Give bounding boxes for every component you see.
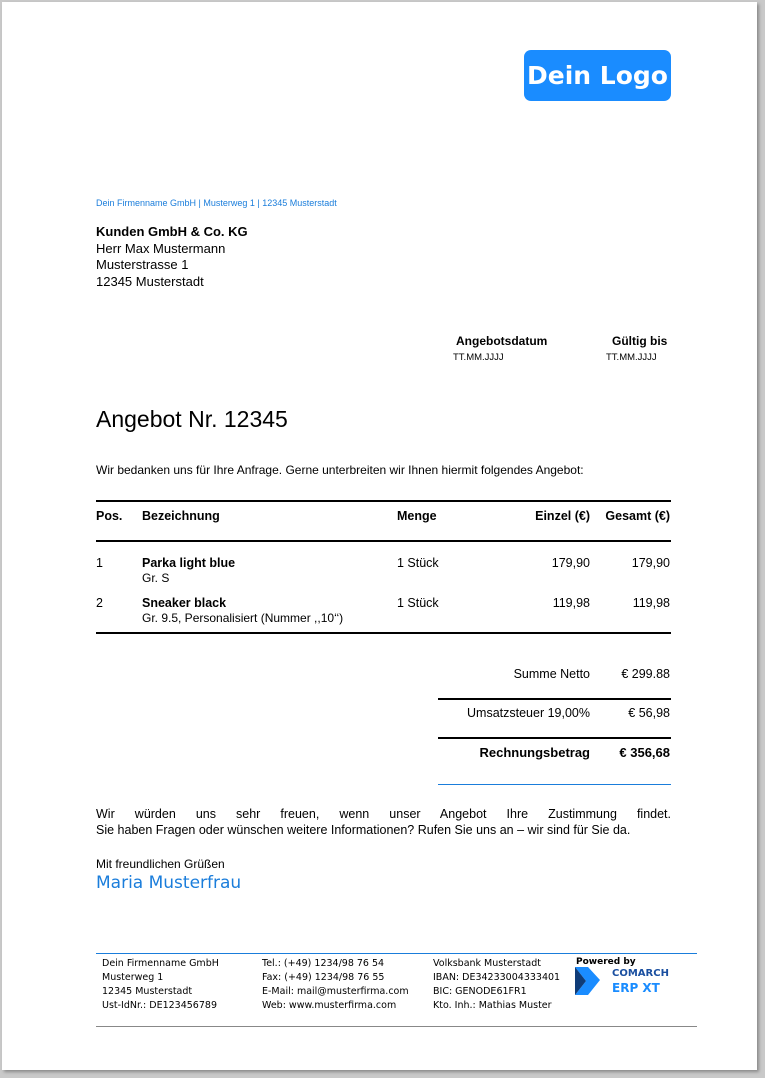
footer-company [102, 957, 219, 1013]
recipient-city: 12345 Musterstadt [96, 273, 204, 289]
row-detail: Gr. S [142, 571, 170, 585]
net-value: € 299.88 [621, 667, 670, 681]
totals-accent-rule [438, 784, 671, 785]
brand-name: COMARCH [612, 968, 669, 979]
footer-line: Tel.: (+49) 1234/98 76 54 [262, 958, 385, 969]
footer-line: IBAN: DE34233004333401 [433, 972, 561, 983]
valid-until-value: TT.MM.JJJJ [606, 352, 657, 363]
header-unit-price: Einzel (€) [535, 509, 590, 523]
gross-label: Rechnungsbetrag [479, 745, 590, 760]
header-description: Bezeichnung [142, 509, 220, 523]
product-name: ERP XT [612, 981, 660, 995]
row-name: Sneaker black [142, 596, 227, 610]
table-header-rule [96, 540, 671, 542]
header-quantity: Menge [397, 509, 437, 523]
gross-value: € 356,68 [619, 745, 670, 760]
header-pos: Pos. [96, 509, 123, 523]
footer-bank [433, 957, 560, 1013]
offer-title: Angebot Nr. 12345 [96, 406, 288, 432]
comarch-logo-icon [575, 967, 605, 995]
footer-line: 12345 Musterstadt [102, 986, 193, 997]
row-unit-price: 179,90 [551, 556, 590, 570]
sender-line: Dein Firmenname GmbH | Musterweg 1 | 12345 Musterstadt [96, 198, 337, 208]
intro-text: Wir bedanken uns für Ihre Anfrage. Gerne unterbreiten wir Ihnen hiermit folgendes Angebot: [96, 463, 584, 477]
footer-line: Kto. Inh.: Mathias Muster [433, 1000, 552, 1011]
footer-line: Fax: (+49) 1234/98 76 55 [262, 972, 385, 983]
footer-line: Musterweg 1 [102, 972, 164, 983]
recipient-street: Musterstrasse 1 [96, 257, 189, 272]
table-top-rule [96, 500, 671, 502]
valid-until-label: Gültig bis [612, 334, 668, 348]
row-pos: 1 [96, 556, 103, 570]
totals-rule [438, 737, 671, 739]
powered-by-label: Powered by [576, 957, 636, 967]
signature: Maria Musterfrau [96, 873, 242, 893]
document-page [2, 2, 757, 1070]
tax-value: € 56,98 [628, 706, 670, 720]
greeting: Mit freundlichen Grüßen [96, 857, 225, 871]
row-quantity: 1 Stück [397, 596, 439, 610]
totals-rule [438, 698, 671, 700]
footer-line: BIC: GENODE61FR1 [433, 986, 527, 997]
closing-text-line1: Wir würden uns sehr freuen, wenn unser Angebot Ihre Zustimmung findet. [96, 807, 671, 821]
row-name: Parka light blue [142, 556, 236, 570]
recipient-address [96, 224, 248, 290]
row-total: 179,90 [631, 556, 670, 570]
tax-label: Umsatzsteuer 19,00% [467, 706, 590, 720]
row-detail: Gr. 9.5, Personalisiert (Nummer ,,10‘‘) [142, 611, 344, 625]
table-bottom-rule [96, 632, 671, 634]
net-label: Summe Netto [513, 667, 590, 681]
footer-line: Ust-IdNr.: DE123456789 [102, 1000, 217, 1011]
row-total: 119,98 [632, 596, 670, 610]
footer-contact [262, 957, 409, 1013]
recipient-person: Herr Max Mustermann [96, 240, 226, 256]
closing-text-line2: Sie haben Fragen oder wünschen weitere Informationen? Rufen Sie uns an – wir sind für Sie da. [96, 823, 631, 837]
row-pos: 2 [96, 596, 103, 610]
row-unit-price: 119,98 [552, 596, 590, 610]
footer-top-rule [96, 953, 697, 954]
footer-line: E-Mail: mail@musterfirma.com [262, 986, 409, 997]
header-total: Gesamt (€) [605, 509, 670, 523]
offer-date-label: Angebotsdatum [456, 334, 548, 348]
footer-line: Dein Firmenname GmbH [102, 958, 219, 969]
footer-line: Volksbank Musterstadt [433, 958, 541, 969]
company-logo: Dein Logo [524, 50, 671, 101]
row-quantity: 1 Stück [397, 556, 439, 570]
footer-bottom-rule [96, 1026, 697, 1027]
footer-line: Web: www.musterfirma.com [262, 1000, 397, 1011]
offer-date-value: TT.MM.JJJJ [453, 352, 504, 363]
recipient-company: Kunden GmbH & Co. KG [96, 224, 248, 239]
